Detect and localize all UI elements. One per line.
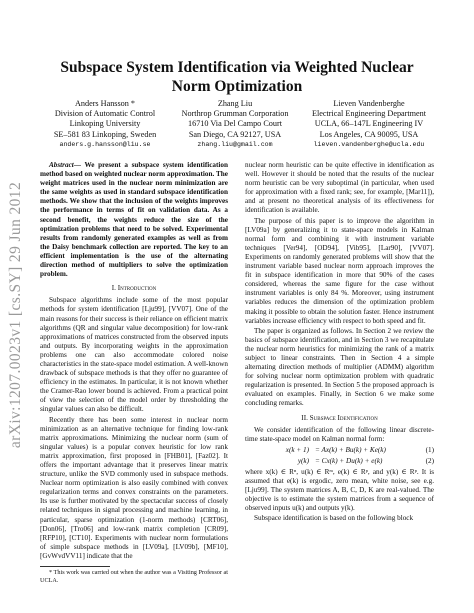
author-name: Lieven Vandenberghe bbox=[333, 99, 405, 108]
arxiv-identifier: arXiv:1207.0023v1 [cs.SY] 29 Jun 2012 bbox=[7, 181, 24, 449]
author-block-3 bbox=[296, 99, 442, 150]
paragraph: nuclear norm heuristic can be quite effective in identification as well. However it should be noted that the results of the nuclear norm heuristic can be very suboptimal (in particular, when used for approximation with a fixed rank; see, for example, [Mar11]), and at present no theoretical analysis of its effectiveness for identification is available. bbox=[245, 161, 434, 215]
author-affiliation: Linkoping University bbox=[69, 119, 141, 129]
author-name: Anders Hansson * bbox=[74, 99, 136, 108]
author-block-2 bbox=[174, 99, 296, 150]
footnote: * This work was carried out when the author was a Visiting Professor at UCLA. bbox=[40, 569, 228, 584]
equation-1 bbox=[245, 446, 434, 455]
paragraph: Subspace algorithms include some of the most popular methods for system identification [Lju99], [VV07]. One of the main reasons for their success is their reliance on efficient matrix algorithms (QR and singular value decomposition) for low-rank approximations of matrices constructed from the observed inputs and outputs. By incorporating weights in the approximation problems one can also accommodate colored noise characteristics in the state-space model estimation. A well-known drawback of subspace methods is that they offer no guarantee of efficiency in the estimates. In particular, it is not known whether the Cramer-Rao lower bound is achieved. From a practical point of view the selection of the model order by thresholding the singular values can also be difficult. bbox=[40, 296, 229, 414]
equation-rhs: = Ax(k) + Bu(k) + Ke(k) bbox=[315, 445, 386, 454]
author-block-1 bbox=[36, 99, 174, 150]
author-affiliation: Electrical Engineering Department bbox=[311, 109, 427, 119]
author-affiliation: 16710 Via Del Campo Court bbox=[188, 119, 282, 129]
footnote-divider bbox=[40, 566, 110, 567]
paper-title: Subspace System Identification via Weighted Nuclear Norm Optimization bbox=[60, 59, 414, 95]
section-heading-subspace-identification: II. Subspace Identification bbox=[301, 413, 378, 422]
paragraph: We consider identification of the following linear discrete-time state-space model on Kalman normal form: bbox=[245, 425, 434, 443]
author-address: SE–581 83 Linkoping, Sweden bbox=[53, 129, 157, 139]
equation-number: (1) bbox=[425, 445, 434, 454]
author-email: lieven.vandenberghe@ucla.edu bbox=[313, 140, 425, 148]
left-column bbox=[40, 161, 228, 585]
section-heading-introduction: I. Introduction bbox=[111, 284, 157, 293]
author-affiliation: Division of Automatic Control bbox=[54, 109, 156, 119]
author-name: Zhang Liu bbox=[217, 99, 253, 108]
author-affiliation: Northrop Grumman Corporation bbox=[181, 109, 289, 119]
author-affiliation: UCLA, 66–147L Engineering IV bbox=[314, 119, 424, 129]
arxiv-sidebar bbox=[2, 150, 30, 480]
paragraph: where x(k) ∈ Rⁿ, u(k) ∈ Rᵐ, e(k) ∈ Rᵖ, and y(k) ∈ Rᵖ. It is assumed that e(k) is ergodic, zero mean, white noise, see e.g. [Lju99]. The system matrices A, B, C, D, K are real-valued. The objective is to estimate the system matrices from a sequence of observed inputs u(k) and outputs y(k). bbox=[245, 468, 434, 513]
author-address: San Diego, CA 92127, USA bbox=[188, 129, 282, 139]
right-column bbox=[245, 161, 434, 525]
abstract bbox=[40, 161, 228, 279]
author-email: zhang.liu@gmail.com bbox=[197, 140, 273, 148]
paragraph: Recently there has been some interest in nuclear norm minimization as an alternative technique for finding low-rank matrix approximations. Minimizing the nuclear norm (sum of singular values) is a popular convex heuristic for low rank matrix approximation, first proposed in [FHB01], [Faz02]. It offers the important advantage that it preserves linear matrix structure, unlike the SVD commonly used in subspace methods. Nuclear norm optimization is also easily combined with convex regularization terms and convex constraints on the parameters. Its use is further motivated by the spectacular success of closely related techniques in signal processing and machine learning, in particular, sparse optimization (1-norm methods) [CRT06], [Don06], [Tro06] and low-rank matrix completion [CR09], [RFP10], [CT10]. Experiments with nuclear norm formulations of simple subspace methods in [LV09a], [LV09b], [MF10], [GvWvdVV11] indicate that the bbox=[40, 415, 228, 560]
author-address: Los Angeles, CA 90095, USA bbox=[319, 129, 419, 139]
abstract-label: Abstract bbox=[49, 161, 74, 169]
paragraph: The purpose of this paper is to improve the algorithm in [LV09a] by generalizing it to state-space models in Kalman normal form and combining it with instrument variable techniques [Ver94], [OD94], [Vib95], [Lar90], [VV07]. Experiments on randomly generated problems will show that the instrument variable based nuclear norm approach improves the fit in subspace identification in more that 90% of the cases considered, whereas the same figure for the case without instrument variables is only 84 %. Moreover, using instrument variables reduces the dimension of the optimization problem making it possible to obtain the solution faster. Hence instrument variables increase efficiency with respect to both speed and fit. bbox=[245, 216, 434, 325]
paragraph: Subspace identification is based on the following block bbox=[254, 514, 414, 523]
equation-rhs: = Cx(k) + Du(k) + e(k) bbox=[315, 456, 383, 465]
equation-number: (2) bbox=[425, 456, 434, 465]
equation-lhs: x(k + 1) bbox=[285, 445, 309, 454]
equation-2 bbox=[245, 457, 434, 466]
equation-lhs: y(k) bbox=[297, 456, 309, 465]
abstract-text: — We present a subspace system identification method based on weighted nuclear norm approximation. The weight matrices used in the nuclear norm minimization are the same weights as used in standard subspace identification methods. We show that the inclusion of the weights improves the performance in terms of fit on validation data. As a second benefit, the weights reduce the size of the optimization problems that need to be solved. Experimental results from randomly generated examples as well as from the Daisy benchmark collection are reported. The key to an efficient implementation is the use of the alternating direction method of multipliers to solve the optimization problem. bbox=[40, 161, 228, 279]
author-email: anders.g.hansson@liu.se bbox=[59, 140, 151, 148]
paragraph: The paper is organized as follows. In Section 2 we review the basics of subspace identification, and in Section 3 we recapitulate the nuclear norm heuristics for minimizing the rank of a matrix subject to linear constraints. Then in Section 4 a simple alternating direction methods of multiplier (ADMM) algorithm for solving nuclear norm optimization problem with quadratic regularization is presented. In Section 5 the proposed approach is evaluated on examples. Finally, in Section 6 we make some concluding remarks. bbox=[245, 326, 434, 408]
